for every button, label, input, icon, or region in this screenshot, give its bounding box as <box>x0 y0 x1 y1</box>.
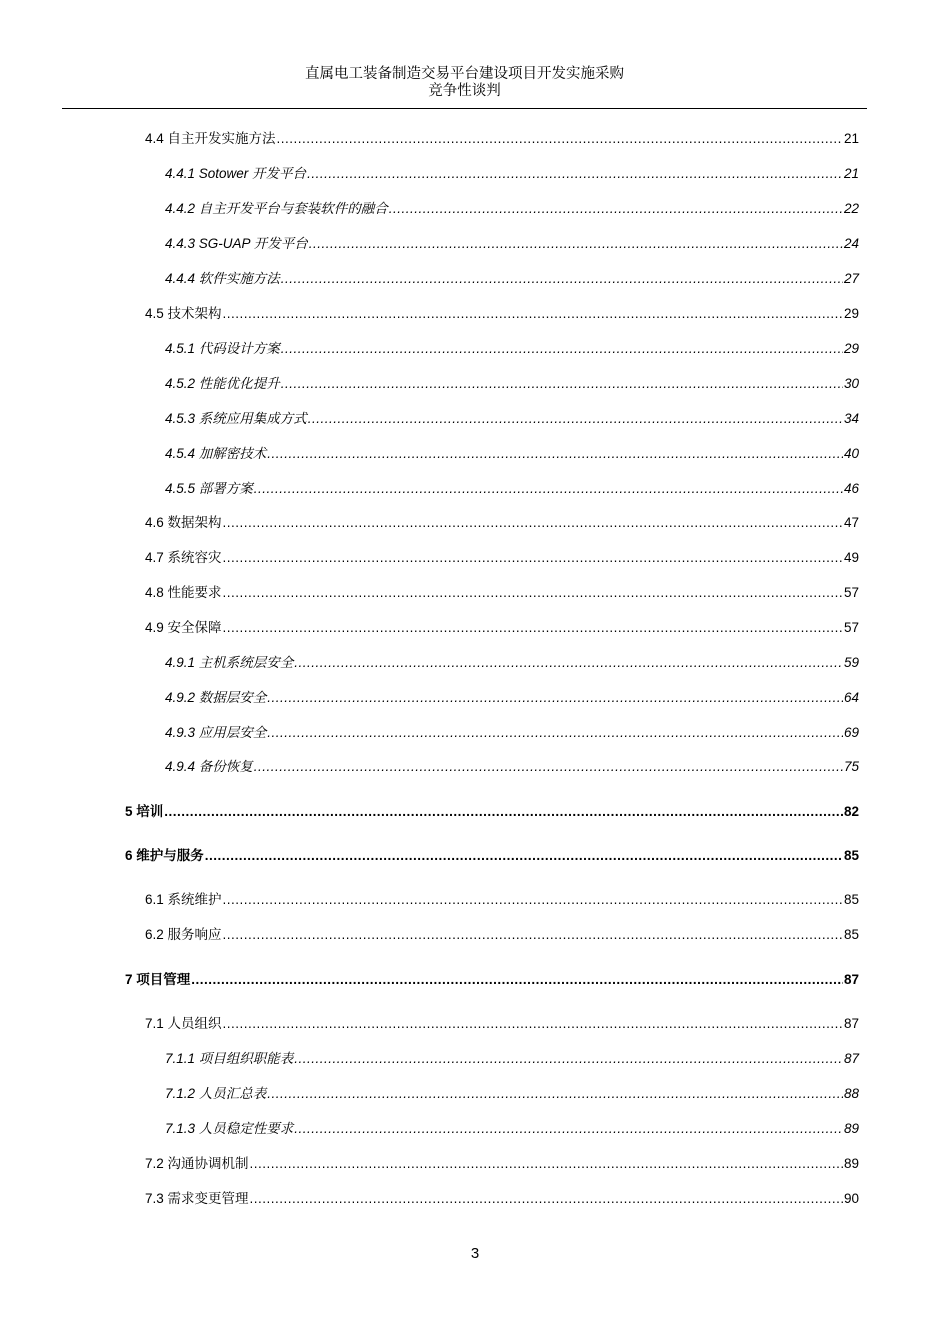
toc-entry-page: 21 <box>843 166 859 181</box>
toc-dot-leader <box>308 410 843 428</box>
toc-entry[interactable] <box>145 305 859 323</box>
toc-entry[interactable] <box>125 971 859 989</box>
toc-entry-label: 4.5.3 系统应用集成方式 <box>165 411 307 426</box>
toc-dot-leader <box>223 305 843 323</box>
toc-entry[interactable] <box>145 130 859 148</box>
toc-dot-leader <box>294 1120 843 1138</box>
toc-entry-page: 47 <box>843 515 859 530</box>
toc-dot-leader <box>294 1050 843 1068</box>
toc-entry-page: 89 <box>843 1156 859 1171</box>
toc-entry-page: 85 <box>843 892 859 907</box>
toc-dot-leader <box>223 619 843 637</box>
toc-entry-label: 7.3 需求变更管理 <box>145 1191 249 1206</box>
toc-entry-page: 85 <box>843 848 859 863</box>
toc-dot-leader <box>267 1085 843 1103</box>
toc-dot-leader <box>250 1190 843 1208</box>
toc-entry[interactable] <box>145 891 859 909</box>
toc-dot-leader <box>267 689 843 707</box>
toc-entry[interactable] <box>165 758 859 776</box>
toc-entry-label: 4.4.2 自主开发平台与套装软件的融合 <box>165 201 388 216</box>
toc-entry-page: 85 <box>843 927 859 942</box>
toc-entry[interactable] <box>145 549 859 567</box>
toc-entry-label: 7.1 人员组织 <box>145 1016 222 1031</box>
toc-entry-label: 4.5.5 部署方案 <box>165 481 253 496</box>
toc-entry-label: 4.9.2 数据层安全 <box>165 690 267 705</box>
toc-dot-leader <box>223 1015 843 1033</box>
toc-dot-leader <box>281 270 843 288</box>
toc-entry-label: 5 培训 <box>125 804 164 819</box>
toc-dot-leader <box>309 235 843 253</box>
toc-entry[interactable] <box>165 375 859 393</box>
toc-dot-leader <box>223 926 843 944</box>
toc-dot-leader <box>294 654 843 672</box>
toc-dot-leader <box>164 803 843 821</box>
toc-entry[interactable] <box>145 1190 859 1208</box>
toc-entry[interactable] <box>165 410 859 428</box>
toc-entry-label: 4.9.1 主机系统层安全 <box>165 655 294 670</box>
toc-entry-page: 34 <box>843 411 859 426</box>
toc-entry-page: 30 <box>843 376 859 391</box>
toc-entry[interactable] <box>165 445 859 463</box>
toc-entry-label: 4.4.1 Sotower 开发平台 <box>165 166 307 181</box>
toc-entry[interactable] <box>165 270 859 288</box>
toc-entry[interactable] <box>165 340 859 358</box>
toc-dot-leader <box>223 549 843 567</box>
toc-entry-label: 6 维护与服务 <box>125 848 204 863</box>
toc-entry[interactable] <box>165 654 859 672</box>
toc-entry-label: 7.1.1 项目组织职能表 <box>165 1051 294 1066</box>
toc-entry-page: 29 <box>843 341 859 356</box>
toc-entry-page: 59 <box>843 655 859 670</box>
toc-entry-page: 24 <box>843 236 859 251</box>
toc-entry-label: 4.5.2 性能优化提升 <box>165 376 280 391</box>
toc-entry-page: 21 <box>843 131 859 146</box>
toc-entry[interactable] <box>165 480 859 498</box>
toc-entry-page: 87 <box>843 1051 859 1066</box>
toc-entry-label: 4.4 自主开发实施方法 <box>145 131 276 146</box>
toc-entry[interactable] <box>165 1050 859 1068</box>
toc-dot-leader <box>205 847 843 865</box>
toc-dot-leader <box>281 340 843 358</box>
toc-dot-leader <box>223 584 843 602</box>
toc-entry[interactable] <box>165 1085 859 1103</box>
toc-entry-label: 4.9 安全保障 <box>145 620 222 635</box>
toc-entry-label: 6.1 系统维护 <box>145 892 222 907</box>
toc-dot-leader <box>389 200 843 218</box>
toc-entry-page: 87 <box>843 972 859 987</box>
toc-entry-page: 57 <box>843 585 859 600</box>
toc-entry-label: 7 项目管理 <box>125 972 191 987</box>
toc-entry[interactable] <box>165 689 859 707</box>
toc-entry-page: 64 <box>843 690 859 705</box>
toc-entry-label: 6.2 服务响应 <box>145 927 222 942</box>
toc-entry-label: 4.5.1 代码设计方案 <box>165 341 280 356</box>
toc-entry-label: 4.9.3 应用层安全 <box>165 725 267 740</box>
toc-entry-label: 7.1.3 人员稳定性要求 <box>165 1121 294 1136</box>
toc-entry-label: 4.7 系统容灾 <box>145 550 222 565</box>
toc-entry[interactable] <box>145 926 859 944</box>
toc-entry-label: 4.5.4 加解密技术 <box>165 446 267 461</box>
toc-dot-leader <box>191 971 843 989</box>
toc-entry-label: 4.8 性能要求 <box>145 585 222 600</box>
toc-entry[interactable] <box>125 847 859 865</box>
toc-entry-page: 82 <box>843 804 859 819</box>
toc-entry-page: 88 <box>843 1086 859 1101</box>
toc-dot-leader <box>223 514 843 532</box>
toc-dot-leader <box>254 480 843 498</box>
toc-entry-page: 57 <box>843 620 859 635</box>
toc-entry[interactable] <box>125 803 859 821</box>
toc-entry-label: 7.2 沟通协调机制 <box>145 1156 249 1171</box>
toc-entry-page: 87 <box>843 1016 859 1031</box>
toc-dot-leader <box>223 891 843 909</box>
toc-dot-leader <box>267 445 843 463</box>
toc-entry-label: 4.5 技术架构 <box>145 306 222 321</box>
toc-entry[interactable] <box>165 1120 859 1138</box>
toc-dot-leader <box>281 375 843 393</box>
toc-entry-label: 4.9.4 备份恢复 <box>165 759 253 774</box>
toc-entry[interactable] <box>165 200 859 218</box>
toc-entry-label: 4.6 数据架构 <box>145 515 222 530</box>
toc-entry-page: 89 <box>843 1121 859 1136</box>
toc-entry-page: 22 <box>843 201 859 216</box>
toc-entry[interactable] <box>145 584 859 602</box>
toc-entry-page: 46 <box>843 481 859 496</box>
toc-entry-page: 69 <box>843 725 859 740</box>
toc-entry-label: 4.4.4 软件实施方法 <box>165 271 280 286</box>
toc-entry[interactable] <box>165 165 859 183</box>
toc-entry[interactable] <box>145 619 859 637</box>
toc-entry-label: 4.4.3 SG-UAP 开发平台 <box>165 236 308 251</box>
toc-entry-page: 75 <box>843 759 859 774</box>
toc-entry-label: 7.1.2 人员汇总表 <box>165 1086 267 1101</box>
toc-dot-leader <box>277 130 843 148</box>
toc-entry[interactable] <box>165 724 859 742</box>
toc-dot-leader <box>267 724 843 742</box>
toc-entry-page: 29 <box>843 306 859 321</box>
toc-dot-leader <box>254 758 843 776</box>
toc-entry-page: 90 <box>843 1191 859 1206</box>
toc-entry-page: 27 <box>843 271 859 286</box>
toc-entry-page: 49 <box>843 550 859 565</box>
toc-entry[interactable] <box>145 514 859 532</box>
header-title-line2: 竞争性谈判 <box>428 83 501 99</box>
page-number: 3 <box>470 1245 480 1262</box>
toc-dot-leader <box>307 165 843 183</box>
toc-entry[interactable] <box>145 1155 859 1173</box>
toc-entry[interactable] <box>165 235 859 253</box>
toc-entry-page: 40 <box>843 446 859 461</box>
toc-dot-leader <box>250 1155 843 1173</box>
toc-entry[interactable] <box>145 1015 859 1033</box>
header-title-line1: 直属电工装备制造交易平台建设项目开发实施采购 <box>305 66 624 82</box>
